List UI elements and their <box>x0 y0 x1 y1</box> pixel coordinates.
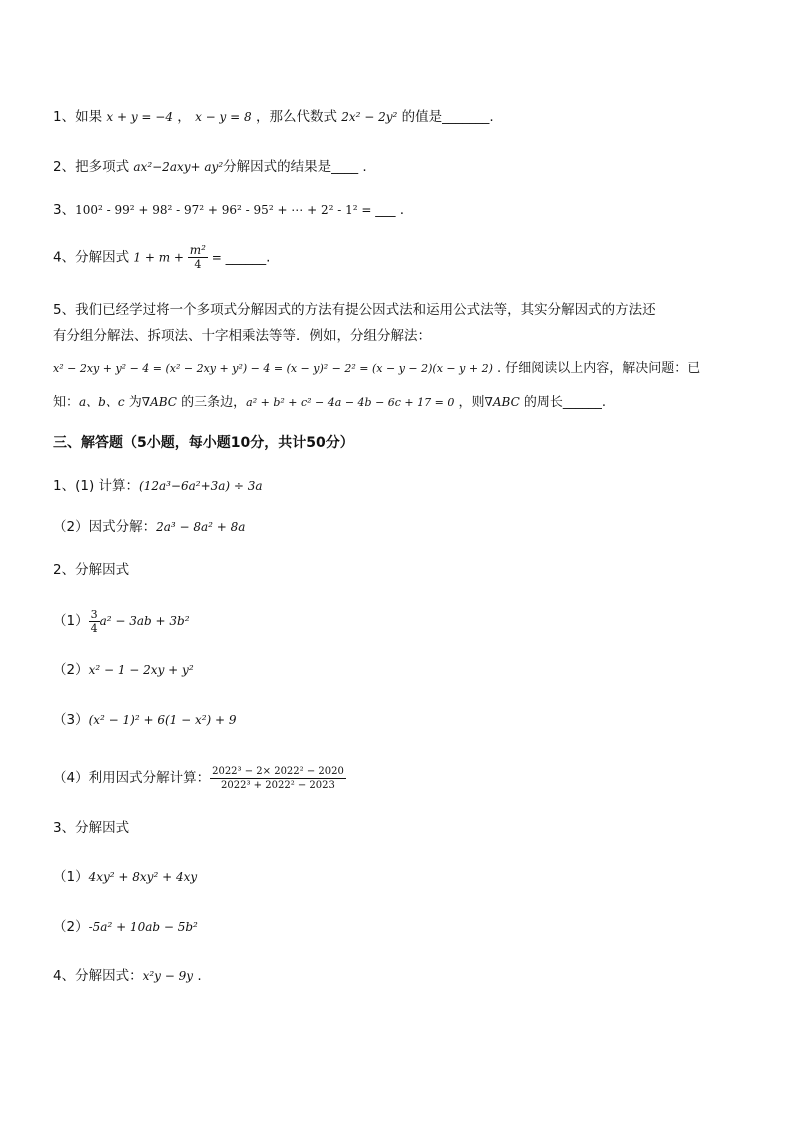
problem-label: （1） <box>53 869 89 885</box>
solve-problem-2-part-2 <box>53 661 194 679</box>
fill-question-3 <box>53 201 404 219</box>
problem-label: （2） <box>53 662 89 678</box>
fill-question-5-line-2 <box>53 327 431 345</box>
problem-label: （4）利用因式分解计算： <box>53 770 211 786</box>
end-mark: . <box>266 249 271 266</box>
fraction <box>188 244 208 271</box>
end-mark: . <box>193 968 202 984</box>
answer-blank[interactable]: ____ <box>331 159 359 175</box>
problem-label: （2） <box>53 919 89 935</box>
math-expression: x − y = 8 <box>195 110 252 124</box>
math-expression: 2a³ − 8a² + 8a <box>156 520 246 534</box>
problem-label: （3） <box>53 712 89 728</box>
fraction-numerator: 2022³ − 2× 2022² − 2020 <box>212 765 344 777</box>
fraction-numerator: 3 <box>90 607 98 621</box>
problem-label: 4、分解因式： <box>53 968 143 984</box>
question-text: 分解因式 <box>75 249 134 266</box>
answer-blank[interactable]: _______ <box>442 109 490 125</box>
problem-label: （2）因式分解： <box>53 519 157 535</box>
problem-label: 1、(1) 计算： <box>53 478 140 494</box>
question-number: 4、 <box>53 249 76 266</box>
question-number: 1、 <box>53 109 76 125</box>
solve-problem-3-part-2 <box>53 918 198 936</box>
answer-blank[interactable]: ______ <box>225 249 267 266</box>
solve-problem-3: 3、分解因式 <box>53 820 130 836</box>
math-expression: x² − 2xy + y² − 4 = (x² − 2xy + y²) − 4 = (x − y)² − 2² = (x − y − 2)(x − y + 2) <box>53 362 493 375</box>
end-mark: . <box>601 395 607 410</box>
end-mark: . <box>395 202 405 218</box>
math-expression: a² − 3ab + 3b² <box>99 614 190 628</box>
question-text: 我们已经学过将一个多项式分解因式的方法有提公因式法和运用公式法等，其实分解因式的方法还 <box>75 302 656 318</box>
question-text: 有分组分解法、拆项法、十字相乘法等等．例如，分组分解法： <box>53 328 431 344</box>
fill-question-5-line-4 <box>53 393 606 412</box>
end-mark: . <box>489 109 494 125</box>
solve-problem-2-part-3 <box>53 711 237 729</box>
fraction-denominator: 2022³ + 2022² − 2023 <box>221 779 335 791</box>
end-mark: . <box>358 159 367 175</box>
question-number: 2、 <box>53 159 76 175</box>
fill-question-5-line-1 <box>53 301 656 319</box>
question-text: ，那么代数式 <box>251 109 342 125</box>
question-text: 知： <box>53 395 80 410</box>
separator: ， <box>173 109 196 125</box>
question-number: 5、 <box>53 302 76 318</box>
section-title: 三、解答题（5小题，每小题10分，共计50分） <box>53 435 354 451</box>
math-expression: a² + b² + c² − 4a − 4b − 6c + 17 = 0 <box>246 396 455 409</box>
question-text: 为 <box>124 395 142 410</box>
solve-problem-3-part-1 <box>53 868 197 886</box>
math-expression: (x² − 1)² + 6(1 − x²) + 9 <box>88 713 237 727</box>
solve-problem-4 <box>53 967 202 985</box>
math-expression: x² − 1 − 2xy + y² <box>88 663 194 677</box>
fraction-denominator: 4 <box>90 621 98 635</box>
question-text: 的三条边， <box>177 395 247 410</box>
math-expression: ∇ABC <box>484 395 520 409</box>
solve-problem-1-part-2 <box>53 518 245 536</box>
fill-question-2 <box>53 158 367 176</box>
question-text: 如果 <box>75 109 107 125</box>
fraction <box>89 608 100 635</box>
question-text: . 仔细阅读以上内容，解决问题：已 <box>492 361 701 376</box>
question-text: 的周长 <box>519 395 563 410</box>
math-expression: 100² - 99² + 98² - 97² + 96² - 95² + ⋯ + 2² - 1² = <box>75 203 376 217</box>
question-text: 分解因式的结果是 <box>223 159 332 175</box>
math-expression: ax²−2axy+ ay² <box>133 160 224 174</box>
solve-problem-2: 2、分解因式 <box>53 562 130 578</box>
answer-blank[interactable]: ___ <box>375 202 396 218</box>
fraction-numerator: m² <box>189 243 206 257</box>
math-expression: (12a³−6a²+3a) ÷ 3a <box>139 479 263 493</box>
fraction-denominator: 4 <box>194 258 202 271</box>
fill-question-4 <box>53 244 270 271</box>
math-expression: a、b、c <box>79 395 125 409</box>
math-expression: = <box>207 250 226 265</box>
math-expression: 2x² − 2y² <box>341 110 398 124</box>
math-expression: 4xy² + 8xy² + 4xy <box>88 870 198 884</box>
fill-question-1 <box>53 108 494 126</box>
solve-problem-1 <box>53 477 263 495</box>
fraction <box>210 765 346 792</box>
solve-problem-2-part-4 <box>53 762 346 794</box>
question-text: 的值是 <box>397 109 443 125</box>
solve-problem-2-part-1 <box>53 605 190 637</box>
fill-question-5-line-3 <box>53 360 700 378</box>
answer-blank[interactable]: ______ <box>562 395 602 410</box>
math-expression: x + y = −4 <box>106 110 173 124</box>
question-text: 把多项式 <box>75 159 134 175</box>
question-text: ，则 <box>454 395 485 410</box>
math-expression: x²y − 9y <box>142 969 194 983</box>
math-expression: ∇ABC <box>141 395 177 409</box>
math-expression: 1 + m + <box>133 250 188 265</box>
problem-label: （1） <box>53 613 89 629</box>
question-number: 3、 <box>53 202 76 218</box>
math-expression: -5a² + 10ab − 5b² <box>88 920 198 934</box>
